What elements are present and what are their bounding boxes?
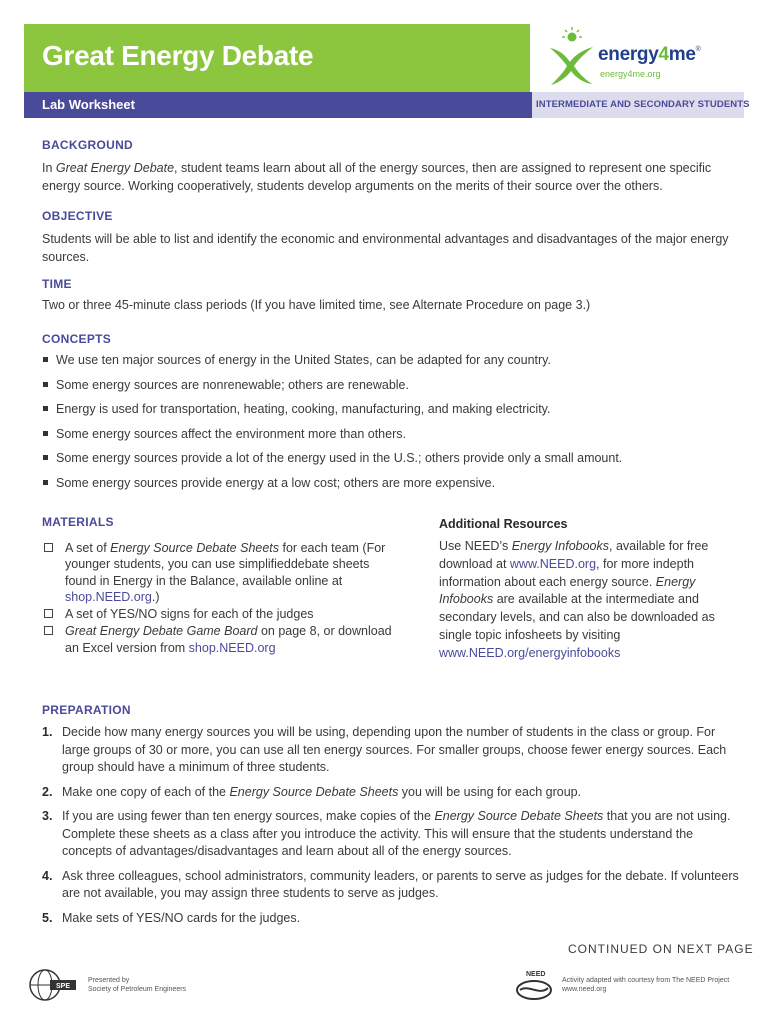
svg-text:NEED: NEED <box>526 971 546 978</box>
svg-text:SPE: SPE <box>55 983 71 990</box>
audience-label: INTERMEDIATE AND SECONDARY STUDENTS <box>536 99 750 110</box>
energy-infobooks-link[interactable]: www.NEED.org/energyinfobooks <box>439 645 621 660</box>
concepts-heading: CONCEPTS <box>42 332 112 346</box>
concept-item: Some energy sources provide a lot of the energy used in the U.S.; others provide only a small amount. <box>42 450 742 475</box>
materials-heading: MATERIALS <box>42 515 114 529</box>
concept-item: Some energy sources provide energy at a low cost; others are more expensive. <box>42 475 742 500</box>
energy4me-logo <box>540 24 750 92</box>
material-item: A set of YES/NO signs for each of the judges <box>42 606 402 622</box>
page-title: Great Energy Debate <box>42 40 314 71</box>
need-logo-icon <box>514 966 554 1002</box>
concept-item: Some energy sources are nonrenewable; others are renewable. <box>42 377 742 402</box>
material-item: A set of Energy Source Debate Sheets for each team (For younger students, you can use simplifieddebate sheets found in Energy in the Balance, available online at shop.NEED.org.) <box>42 540 402 605</box>
preparation-step: 3. If you are using fewer than ten energy sources, make copies of the Energy Source Debate Sheets that you are not using. Complete these sheets as a class after you introduce the activity. This will ensure that the students understand the concepts of advantages/disadvantages and learn about all of the energy sources. <box>42 809 731 858</box>
concept-item: We use ten major sources of energy in the United States, can be adapted for any country. <box>42 352 742 377</box>
materials-list <box>42 540 402 657</box>
preparation-list <box>42 724 742 934</box>
objective-text: Students will be able to list and identify the economic and environmental advantages and disadvantages of the major energy sources. <box>42 232 729 264</box>
shop-need-link[interactable]: shop.NEED.org <box>65 589 152 604</box>
background-heading: BACKGROUND <box>42 138 133 152</box>
energy4me-wordmark: energy4me® <box>598 44 701 65</box>
preparation-step: 4. Ask three colleagues, school administrators, community leaders, or parents to serve as judges for the debate. If volunteers are not available, you may assign three students to serve as judges. <box>42 868 739 900</box>
spe-logo-icon <box>28 968 78 1002</box>
adapted-from-text: Activity adapted with courtesy from The NEED Project www.need.org <box>562 977 730 993</box>
continued-label: CONTINUED ON NEXT PAGE <box>568 942 754 956</box>
additional-resources-text: Use NEED’s Energy Infobooks, available for free download at www.NEED.org, for more indepth information about each energy source. Energy Infobooks are available at the intermediate and secondary levels, and can also be downloaded as single topic infosheets by visiting www.NEED.org/energyinfobooks <box>439 539 715 660</box>
background-text: In Great Energy Debate, student teams learn about all of the energy sources, then are assigned to represent one specific energy source. Working cooperatively, students develop arguments on the merits of their source over the others. <box>42 161 712 193</box>
concept-item: Energy is used for transportation, heating, cooking, manufacturing, and making electricity. <box>42 401 742 426</box>
preparation-heading: PREPARATION <box>42 703 131 717</box>
shop-need-link[interactable]: shop.NEED.org <box>188 640 276 655</box>
checkbox-icon <box>44 626 53 635</box>
objective-heading: OBJECTIVE <box>42 209 113 223</box>
additional-resources-heading: Additional Resources <box>439 517 568 531</box>
checkbox-icon <box>44 609 53 618</box>
preparation-step: 5. Make sets of YES/NO cards for the judges. <box>42 910 301 925</box>
energy4me-figure-icon <box>546 26 596 88</box>
worksheet-subtitle: Lab Worksheet <box>42 97 135 112</box>
material-item: Great Energy Debate Game Board on page 8, or download an Excel version from shop.NEED.org <box>42 623 402 656</box>
energy4me-url: energy4me.org <box>600 69 661 79</box>
preparation-step: 1. Decide how many energy sources you will be using, depending upon the number of students in the class or group. For large groups of 30 or more, you can use all ten energy sources. For smaller groups, choose fewer energy sources. Each group should have a minimum of three students. <box>42 725 727 774</box>
need-org-link[interactable]: www.NEED.org <box>509 556 597 571</box>
concepts-list <box>42 352 742 500</box>
concept-item: Some energy sources affect the environment more than others. <box>42 426 742 451</box>
presented-by-text: Presented by Society of Petroleum Engineers <box>88 977 187 993</box>
time-heading: TIME <box>42 277 72 291</box>
checkbox-icon <box>44 543 53 552</box>
time-text: Two or three 45-minute class periods (If you have limited time, see Alternate Procedure on page 3.) <box>42 298 591 312</box>
preparation-step: 2. Make one copy of each of the Energy Source Debate Sheets you will be using for each group. <box>42 784 582 799</box>
